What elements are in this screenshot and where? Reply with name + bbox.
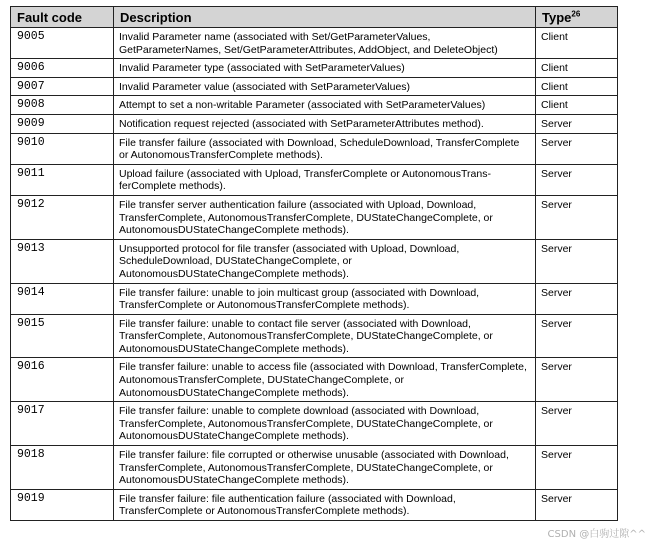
fault-code-table (10, 6, 618, 521)
fault-code-cell: 9013 (11, 239, 114, 283)
type-cell: Server (536, 164, 618, 195)
description-cell: Invalid Parameter type (associated with SetParameterValues) (114, 59, 536, 78)
header-type-label: Type (542, 10, 572, 25)
table-row (11, 28, 618, 59)
type-cell: Server (536, 114, 618, 133)
fault-code-cell: 9009 (11, 114, 114, 133)
fault-code-cell: 9010 (11, 133, 114, 164)
type-cell: Client (536, 77, 618, 96)
type-cell: Server (536, 239, 618, 283)
fault-code-cell: 9011 (11, 164, 114, 195)
description-cell: File transfer failure: file authentication failure (associated with Download, TransferComplete or AutonomousTransferComplete methods). (114, 489, 536, 520)
table-row (11, 59, 618, 78)
table-row (11, 114, 618, 133)
fault-code-cell: 9012 (11, 195, 114, 239)
description-cell: Invalid Parameter name (associated with Set/GetParameterValues, GetParameterNames, Set/GetParameterAttributes, AddObject, and DeleteObject) (114, 28, 536, 59)
table-row (11, 96, 618, 115)
type-cell: Client (536, 28, 618, 59)
table-row (11, 164, 618, 195)
table-row (11, 402, 618, 446)
description-cell: File transfer failure: unable to contact file server (associated with Download, TransferComplete, AutonomousTransferComplete, DUStateChangeComplete, or AutonomousDUStateChangeComplete methods). (114, 314, 536, 358)
type-cell: Server (536, 358, 618, 402)
fault-code-cell: 9008 (11, 96, 114, 115)
header-description: Description (114, 7, 536, 28)
description-cell: File transfer failure: unable to join multicast group (associated with Download, TransferComplete or AutonomousTransferComplete methods). (114, 283, 536, 314)
description-cell: Unsupported protocol for file transfer (associated with Upload, Download, ScheduleDownload, DUStateChangeComplete, or AutonomousDUStateChangeComplete methods). (114, 239, 536, 283)
table-row (11, 239, 618, 283)
table-row (11, 446, 618, 490)
fault-code-cell: 9018 (11, 446, 114, 490)
fault-code-cell: 9007 (11, 77, 114, 96)
description-cell: File transfer failure: file corrupted or otherwise unusable (associated with Download, TransferComplete, AutonomousTransferComplete, DUStateChangeComplete, or AutonomousDUStateChangeComplete methods). (114, 446, 536, 490)
fault-code-cell: 9017 (11, 402, 114, 446)
type-cell: Server (536, 402, 618, 446)
type-cell: Client (536, 96, 618, 115)
type-cell: Server (536, 446, 618, 490)
header-fault-code: Fault code (11, 7, 114, 28)
fault-code-cell: 9015 (11, 314, 114, 358)
type-cell: Server (536, 283, 618, 314)
table-row (11, 358, 618, 402)
fault-code-sheet (10, 6, 628, 521)
description-cell: Invalid Parameter value (associated with SetParameterValues) (114, 77, 536, 96)
table-row (11, 314, 618, 358)
fault-code-cell: 9005 (11, 28, 114, 59)
fault-code-cell: 9019 (11, 489, 114, 520)
description-cell: File transfer failure (associated with Download, ScheduleDownload, TransferComplete or AutonomousTransferComplete methods). (114, 133, 536, 164)
header-row (11, 7, 618, 28)
description-cell: File transfer failure: unable to access file (associated with Download, TransferComplete, AutonomousTransferComplete, DUStateChangeComplete, or AutonomousDUStateChangeComplete methods). (114, 358, 536, 402)
watermark: CSDN @白驹过隙^^ (547, 529, 646, 540)
type-cell: Client (536, 59, 618, 78)
description-cell: Notification request rejected (associated with SetParameterAttributes method). (114, 114, 536, 133)
type-cell: Server (536, 314, 618, 358)
header-type (536, 7, 618, 28)
fault-code-cell: 9014 (11, 283, 114, 314)
table-body (11, 28, 618, 521)
table-row (11, 77, 618, 96)
type-cell: Server (536, 489, 618, 520)
fault-code-cell: 9006 (11, 59, 114, 78)
type-cell: Server (536, 133, 618, 164)
description-cell: Upload failure (associated with Upload, TransferComplete or AutonomousTrans-ferComplete methods). (114, 164, 536, 195)
table-row (11, 133, 618, 164)
type-cell: Server (536, 195, 618, 239)
fault-code-cell: 9016 (11, 358, 114, 402)
footnote-ref: 26 (571, 9, 581, 19)
description-cell: File transfer failure: unable to complete download (associated with Download, TransferComplete, AutonomousTransferComplete, DUStateChangeComplete, or AutonomousDUStateChangeComplete methods). (114, 402, 536, 446)
table-row (11, 195, 618, 239)
description-cell: File transfer server authentication failure (associated with Upload, Download, TransferComplete, AutonomousTransferComplete, DUStateChangeComplete, or AutonomousDUStateChangeComplete methods). (114, 195, 536, 239)
description-cell: Attempt to set a non-writable Parameter (associated with SetParameterValues) (114, 96, 536, 115)
table-row (11, 283, 618, 314)
table-row (11, 489, 618, 520)
